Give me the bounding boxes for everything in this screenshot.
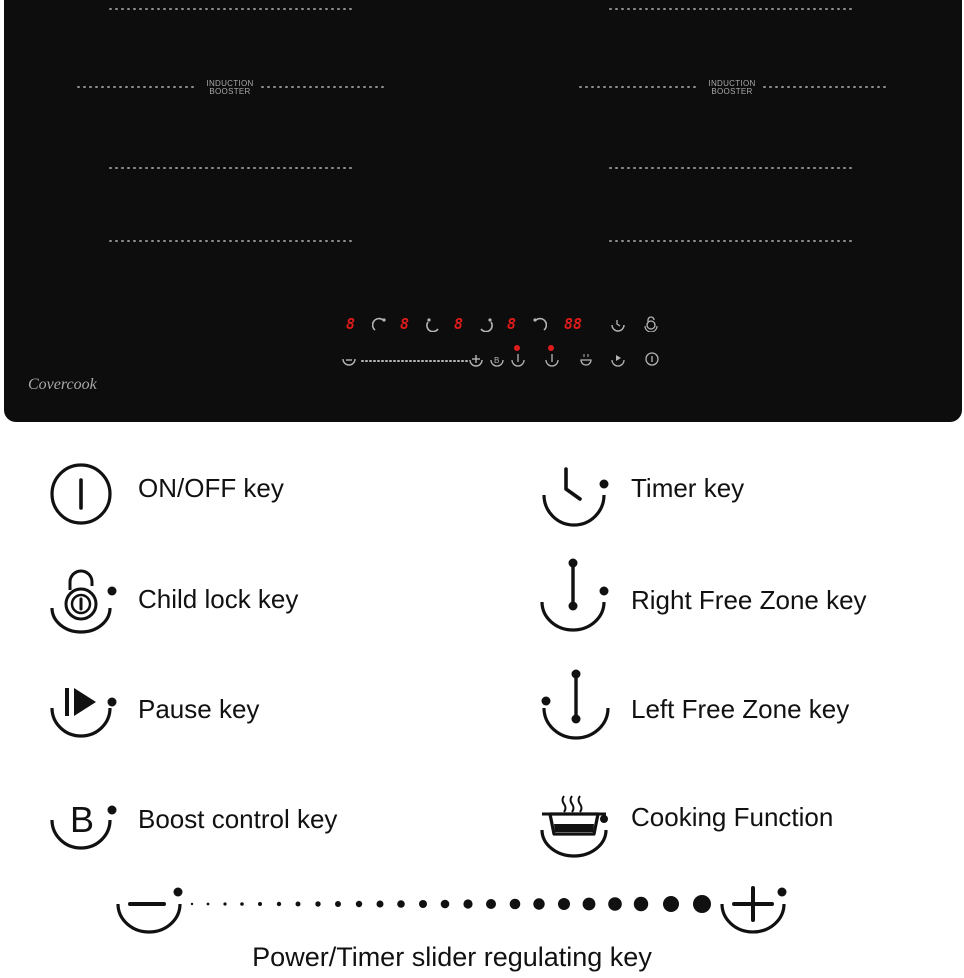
child-lock-icon <box>46 564 126 636</box>
zone-marking-line <box>608 6 858 12</box>
panel-minus-icon[interactable] <box>341 354 357 368</box>
panel-power-icon[interactable] <box>644 351 660 367</box>
legend-right-free-zone <box>536 558 956 628</box>
left-free-zone-icon <box>536 668 616 744</box>
timer-label: Timer key <box>631 473 745 503</box>
zone-marking-line <box>608 165 858 171</box>
panel-child-lock-icon[interactable] <box>643 315 659 332</box>
zone-4-display: 8 <box>507 315 517 333</box>
panel-cooking-function-icon[interactable] <box>578 352 594 368</box>
slider-dots <box>191 895 711 913</box>
panel-power-slider[interactable] <box>360 358 472 364</box>
slider-caption: Power/Timer slider regulating key <box>252 942 652 972</box>
panel-plus-icon[interactable] <box>468 352 484 368</box>
zone-marking-line <box>108 6 358 12</box>
zone-1-selector-icon[interactable] <box>372 316 388 332</box>
pause-label: Pause key <box>138 694 260 724</box>
svg-text:B: B <box>70 799 95 840</box>
zone-1-display: 8 <box>346 315 356 333</box>
plus-icon <box>722 888 787 932</box>
legend-boost <box>46 788 466 858</box>
booster-label-right: INDUCTION BOOSTER <box>708 79 756 96</box>
power-icon <box>46 459 116 529</box>
right-free-zone-label: Right Free Zone key <box>631 585 867 615</box>
onoff-label: ON/OFF key <box>138 473 284 503</box>
brand-logo: Covercook <box>28 376 97 393</box>
legend-onoff <box>46 459 466 529</box>
panel-pause-icon[interactable] <box>610 352 626 368</box>
minus-icon <box>118 888 183 932</box>
pause-icon <box>46 676 126 746</box>
zone-3-selector-icon[interactable] <box>478 316 494 332</box>
cooktop-glass <box>4 0 962 422</box>
legend-cooking-function <box>536 790 956 860</box>
zone-marking-line <box>108 165 358 171</box>
right-zone-indicator-led <box>548 345 554 351</box>
left-zone-indicator-led <box>514 345 520 351</box>
boost-label: Boost control key <box>138 804 338 834</box>
timer-display: 88 <box>564 315 583 333</box>
legend-child-lock <box>46 564 466 634</box>
cooking-pot-icon <box>536 790 616 860</box>
child-lock-label: Child lock key <box>138 584 299 614</box>
panel-timer-icon[interactable] <box>610 317 626 333</box>
zone-4-selector-icon[interactable] <box>531 316 547 332</box>
legend-left-free-zone <box>536 668 956 738</box>
panel-right-free-zone-icon[interactable] <box>544 352 560 368</box>
cooking-function-label: Cooking Function <box>631 802 834 832</box>
panel-boost-icon[interactable] <box>489 352 505 368</box>
zone-2-display: 8 <box>400 315 410 333</box>
power-timer-slider-graphic <box>112 882 802 940</box>
boost-icon <box>46 788 126 858</box>
legend-pause <box>46 676 466 746</box>
legend-timer <box>536 459 956 529</box>
zone-2-selector-icon[interactable] <box>425 316 441 332</box>
panel-left-free-zone-icon[interactable] <box>510 352 526 368</box>
booster-label-left: INDUCTION BOOSTER <box>206 79 254 96</box>
right-free-zone-icon <box>536 558 616 634</box>
zone-3-display: 8 <box>454 315 464 333</box>
svg-text:B: B <box>494 356 500 365</box>
zone-marking-line <box>608 238 858 244</box>
timer-icon <box>536 459 616 529</box>
zone-marking-line <box>108 238 358 244</box>
left-free-zone-label: Left Free Zone key <box>631 694 850 724</box>
